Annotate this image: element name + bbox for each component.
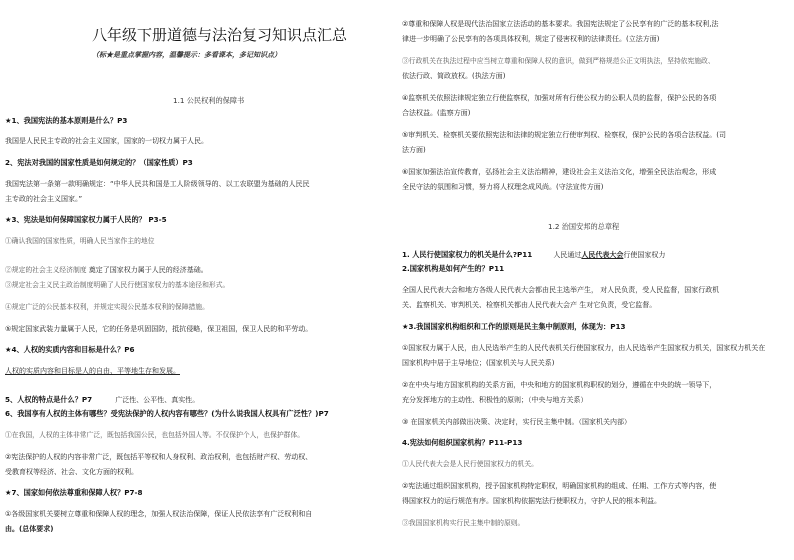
answer-3-item-2: [5, 257, 208, 277]
page-subtitle: （标★是重点掌握内容，温馨提示：多看课本，多记知识点）: [92, 50, 281, 59]
question-5-row: [5, 387, 199, 407]
question-6: 6、我国享有人权的主体有哪些？受宪法保护的人权内容有哪些？(为什么说我国人权具有广泛性？)P7: [5, 409, 329, 418]
right-item-5-line-1: ⑤审判机关、检察机关要依照宪法和法律的规定独立行使审判权、检察权，保护公民的各项合法权益。(司: [402, 131, 727, 139]
question-1: ★1、我国宪法的基本原则是什么？P3: [5, 116, 128, 125]
question-1-row: [402, 242, 665, 262]
answer-4-right-item-3: ③我国国家机构实行民主集中制的原则。: [402, 519, 525, 527]
question-3-right: ★3.我国国家机构组织和工作的原则是民主集中制原则，体现为：P13: [402, 322, 626, 331]
answer-6-item-1: ①在我国，人权的主体非常广泛，既包括我国公民，也包括外国人等。不仅保护个人，也保护群体。: [5, 431, 305, 439]
answer-2-right-line-2: 关、监察机关、审判机关、检察机关都由人民代表大会产 生对它负责，受它监督。: [402, 301, 657, 309]
question-3: ★3、宪法是如何保障国家权力属于人民的？ P3-5: [5, 215, 167, 224]
answer-3-right-item-2-line-2: 充分发挥地方的主动性、积极性的原则；（中央与地方关系）: [402, 396, 588, 404]
answer-3-right-item-1-line-2: 国家机构中居于主导地位；(国家机关与人民关系): [402, 359, 555, 367]
answer-1-right: 人民通过人民代表大会行使国家权力: [553, 251, 666, 259]
question-5: 5、人权的特点是什么？P7: [5, 395, 93, 404]
question-7: ★7、国家如何依法尊重和保障人权？P7-8: [5, 488, 143, 497]
answer-3-item-2-prefix: ②规定的社会主义经济制度: [5, 266, 89, 274]
answer-4-right-item-2-line-2: 得国家权力的运行规范有序。国家机构依据宪法行使职权力，守护人民的根本利益。: [402, 497, 661, 505]
answer-3-item-4: ④规定广泛的公民基本权利，并规定实现公民基本权利的保障措施。: [5, 303, 209, 311]
answer-6-item-2-line-2: 受教育权等经济、社会、文化方面的权利。: [5, 468, 138, 476]
answer-2-line-2: 主专政的社会主义国家。”: [5, 195, 83, 203]
answer-3-right-item-3: ③ 在国家机关内部做出决策、决定时，实行民主集中制。（国家机关内部）: [402, 418, 631, 426]
answer-3-item-3: ③规定社会主义民主政治制度明确了人民行使国家权力的基本途径和形式。: [5, 281, 230, 289]
answer-4-right-item-2-line-1: ②宪法通过组织国家机构，授予国家机构特定职权，明确国家机构的组成、任期、工作方式等内容，使: [402, 482, 717, 490]
answer-3-right-item-2-line-1: ②在中央与地方国家机构的关系方面，中央和地方的国家机构职权的划分，遵循在中央的统一领导下，: [402, 381, 717, 389]
answer-3-item-5: ⑤规定国家武装力量属于人民，它的任务是巩固国防，抵抗侵略，保卫祖国，保卫人民的和平劳动。: [5, 325, 313, 333]
answer-3-right-item-1-line-1: ①国家权力属于人民，由人民选举产生的人民代表机关行使国家权力，由人民选举产生国家权力机关，国家权力机关在: [402, 344, 766, 352]
answer-2-line-1: 我国宪法第一条第一款明确规定：“中华人民共和国是工人阶级领导的、以工农联盟为基础的人民民: [5, 180, 310, 188]
right-item-2-line-2: 律进一步明确了公民享有的各项具体权利，规定了侵害权利的法律责任。(立法方面): [402, 35, 660, 43]
answer-6-item-2-line-1: ②宪法保护的人权的内容非常广泛，既包括平等权和人身权利、政治权利，也包括财产权、劳动权、: [5, 453, 313, 461]
question-2-right: 2.国家机构是如何产生的？P11: [402, 264, 505, 273]
answer-4-right-item-1: ①人民代表大会是人民行使国家权力的机关。: [402, 460, 538, 468]
question-1-right: 1. 人民行使国家权力的机关是什么?P11: [402, 250, 533, 259]
answer-4: 人权的实质内容和目标是人的自由、平等地生存和发展。: [5, 367, 180, 375]
question-2: 2、宪法对我国的国家性质是如何规定的？（国家性质）P3: [5, 158, 193, 167]
right-item-2-line-1: ②尊重和保障人权是现代法治国家立法活动的基本要求。我国宪法规定了公民享有的广泛的基本权利,法: [402, 20, 719, 28]
right-item-5-line-2: 法方面): [402, 146, 426, 154]
answer-2-right-line-1: 全国人民代表大会和地方各级人民代表大会都由民主选举产生， 对人民负责，受人民监督，国家行政机: [402, 286, 720, 294]
question-4: ★4、人权的实质内容和目标是什么？P6: [5, 345, 135, 354]
right-item-3-line-2: 依法行政、简政放权。(执法方面): [402, 72, 506, 80]
answer-1-right-emphasis: 人民代表大会: [581, 251, 624, 259]
answer-3-item-2-text: 奠定了国家权力属于人民的经济基础。: [88, 266, 208, 274]
answer-1: 我国是人民民主专政的社会主义国家，国家的一切权力属于人民。: [5, 137, 208, 145]
right-item-6-line-1: ⑥国家加强法治宣传教育，弘扬社会主义法治精神，建设社会主义法治文化，增强全民法治观念，形成: [402, 168, 717, 176]
right-item-3-line-1: ③行政机关在执法过程中应当树立尊重和保障人权的意识，做到严格规范公正文明执法，坚持依宪施政、: [402, 57, 715, 65]
section-heading-1-1: 1.1 公民权利的保障书: [173, 96, 245, 105]
right-item-6-line-2: 全民守法的氛围和习惯，努力将人权理念成风尚。(守法宣传方面): [402, 183, 604, 191]
right-item-4-line-1: ④监察机关依照法律规定独立行使监察权，加强对所有行使公权力的公职人员的监督，保护公民的各项: [402, 94, 717, 102]
answer-3-item-1: ①确认我国的国家性质，明确人民当家作主的地位: [5, 237, 155, 245]
answer-7-line-2: 由。(总体要求): [5, 525, 54, 533]
question-4-right: 4.宪法如何组织国家机构？P11-P13: [402, 438, 523, 447]
answer-5: 广泛性、公平性、真实性。: [115, 396, 200, 404]
answer-7-line-1: ①各级国家机关要树立尊重和保障人权的理念，加强人权法治保障，保证人民依法享有广泛权利和自: [5, 510, 313, 518]
page-title: 八年级下册道德与法治复习知识点汇总: [92, 26, 348, 44]
right-item-4-line-2: 合法权益。(监察方面): [402, 109, 471, 117]
section-heading-1-2: 1.2 治国安邦的总章程: [548, 222, 620, 231]
